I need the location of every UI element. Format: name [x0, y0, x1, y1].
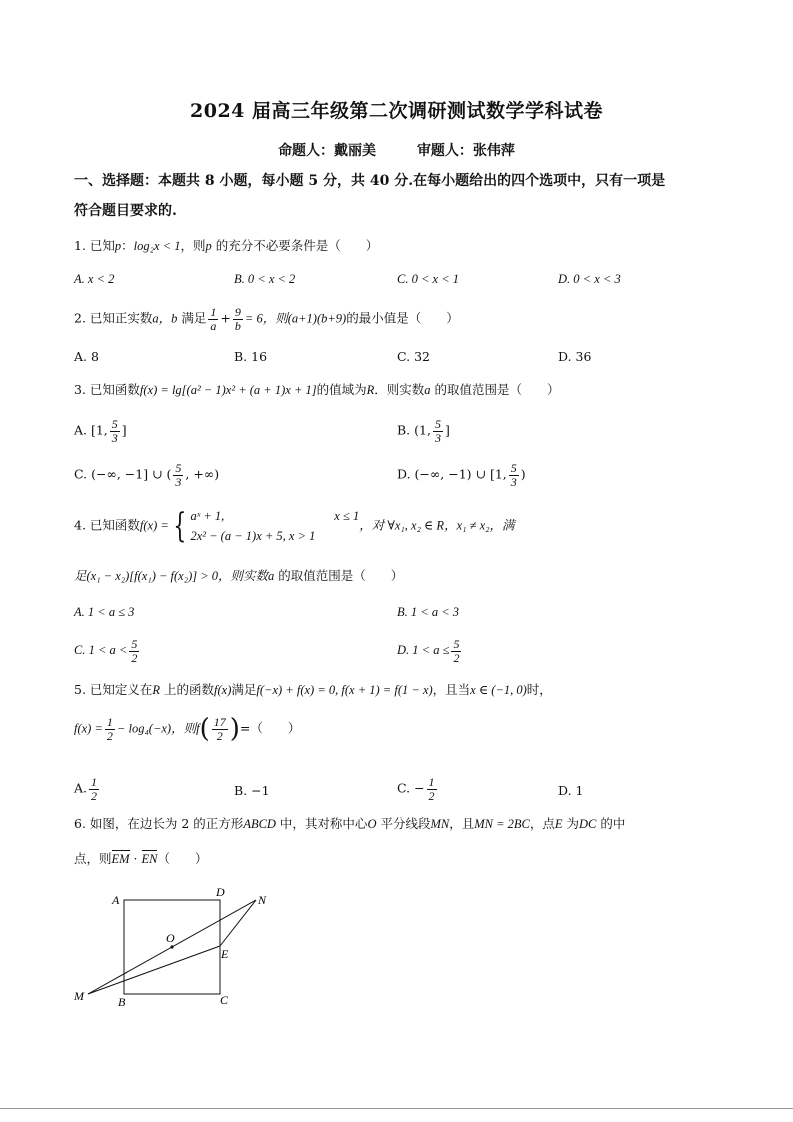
reviewer-name: 审题人：张伟萍: [416, 143, 515, 159]
question-6-line2: 点，则EM · EN（ ）: [74, 851, 208, 866]
q3-option-c[interactable]: C. (−∞, −1] ∪ ( $\frac{5}{3}$ , +∞): [74, 461, 220, 489]
q3-option-d[interactable]: D. (−∞, −1) ∪ [1, $\frac{5}{3}$ ): [397, 461, 526, 489]
q2-option-a[interactable]: A. 8: [74, 349, 99, 364]
label-a: A: [112, 893, 120, 907]
q2-option-c[interactable]: C. 32: [397, 349, 430, 364]
q5-option-b[interactable]: B. −1: [234, 783, 270, 798]
square-figure: [66, 882, 286, 1012]
setter-name: 命题人：戴丽美: [278, 143, 377, 159]
label-n: N: [258, 893, 267, 907]
q1-option-a[interactable]: A. x < 2: [74, 272, 115, 286]
question-1: 1. 已知p：log₂x < 1，则p 的充分不必要条件是（ ）: [74, 238, 379, 253]
page-title: 2024 届高三年级第二次调研测试数学学科试卷: [190, 100, 603, 122]
segment-en: [220, 900, 256, 946]
segment-me: [88, 946, 220, 994]
q5-option-c[interactable]: C. − $\frac{1}{2}$: [397, 775, 435, 803]
label-d: D: [216, 885, 225, 899]
q3-option-b[interactable]: B. (1, $\frac{5}{3}$ ]: [397, 417, 450, 445]
label-o: O: [166, 931, 175, 945]
q4-option-a[interactable]: A. 1 < a ≤ 3: [74, 605, 135, 619]
label-b: B: [118, 995, 126, 1009]
q4-option-c[interactable]: C. 1 < a < $\frac{5}{2}$: [74, 637, 138, 665]
section-heading-line1: 一、选择题：本题共 8 小题，每小题 5 分，共 40 分.在每小题给出的四个选项中，只有一项是: [74, 173, 666, 189]
label-e: E: [221, 947, 229, 961]
section-heading: [74, 166, 734, 226]
section-heading-line2: 符合题目要求的.: [74, 203, 177, 219]
question-4: 4. 已知函数f(x) = { aˣ + 1, x ≤ 1 2x² − (a − 1)x + 5, x > 1 ，对 ∀x₁, x₂ ∈ R，x₁ ≠ x₂，满: [74, 506, 515, 546]
q5-option-a[interactable]: A. $\frac{1}{2}$: [74, 775, 98, 803]
question-5: 5. 已知定义在R 上的函数f(x)满足f(−x) + f(x) = 0, f(x + 1) = f(1 − x)，且当x ∈ (−1, 0)时，: [74, 682, 552, 697]
q1-option-c[interactable]: C. 0 < x < 1: [397, 272, 460, 286]
center-point-o: [170, 945, 173, 948]
q1-option-d[interactable]: D. 0 < x < 3: [558, 272, 621, 286]
question-2: 2. 已知正实数a，b 满足 $\frac{1}{a}$ + $\frac{9}{b}$ = 6，则(a+1)(b+9)的最小值是（ ）: [74, 305, 459, 333]
q2-option-b[interactable]: B. 16: [234, 349, 268, 364]
question-5-line2: f(x) = $\frac{1}{2}$ − log₄(−x)，则f( $\frac{17}{2}$ )=（ ）: [74, 714, 301, 744]
q2-option-d[interactable]: D. 36: [558, 349, 592, 364]
question-3: 3. 已知函数f(x) = lg[(a² − 1)x² + (a + 1)x + 1]的值域为R．则实数a 的取值范围是（ ）: [74, 382, 560, 397]
vector-em: EM: [111, 852, 130, 866]
label-m: M: [74, 989, 84, 1003]
authors-line: [0, 140, 793, 160]
q4-option-b[interactable]: B. 1 < a < 3: [397, 605, 460, 619]
q1-option-b[interactable]: B. 0 < x < 2: [234, 272, 296, 286]
q4-option-d[interactable]: D. 1 < a ≤ $\frac{5}{2}$: [397, 637, 460, 665]
label-c: C: [220, 993, 229, 1007]
question-4-line2: 足(x₁ − x₂)[f(x₁) − f(x₂)] > 0，则实数a 的取值范围是（ ）: [74, 568, 404, 583]
q3-option-a[interactable]: A. [1, $\frac{5}{3}$ ]: [74, 417, 127, 445]
vector-en: EN: [141, 852, 158, 866]
page-bottom-rule: [0, 1108, 793, 1109]
q5-option-d[interactable]: D. 1: [558, 783, 584, 798]
question-6: 6. 如图，在边长为 2 的正方形ABCD 中，其对称中心O 平分线段MN，且MN = 2BC，点E 为DC 的中: [74, 816, 626, 831]
